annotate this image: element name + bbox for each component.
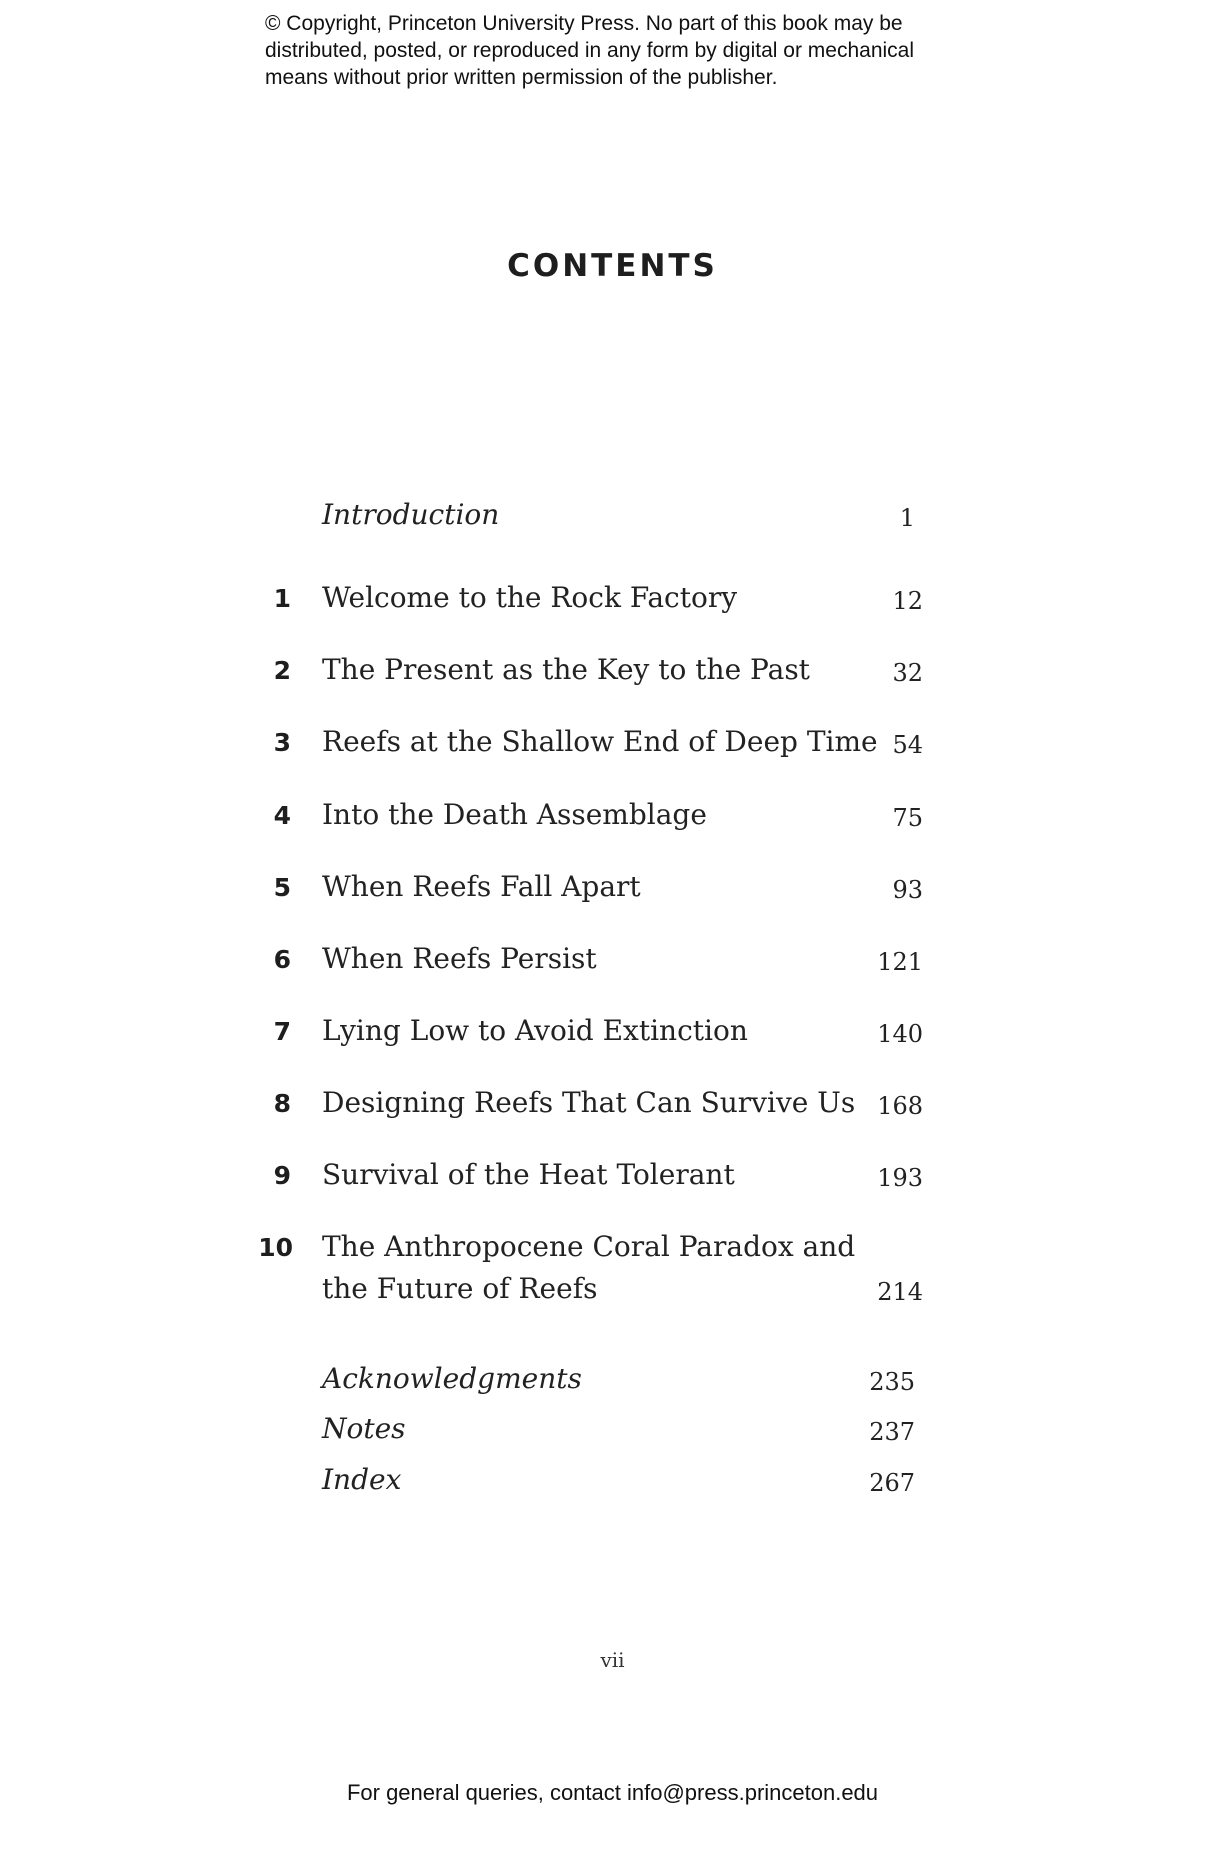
- toc-chapter-4[interactable]: [0, 794, 1225, 838]
- chapter-title: Designing Reefs That Can Survive Us: [322, 1086, 856, 1119]
- toc-chapter-1[interactable]: [0, 577, 1225, 621]
- chapter-number: 7: [273, 1017, 291, 1046]
- chapter-number: 6: [273, 945, 291, 974]
- toc-entry-introduction[interactable]: [0, 494, 1225, 538]
- chapter-page: 140: [877, 1020, 923, 1048]
- chapter-number: 9: [273, 1161, 291, 1190]
- chapter-title-line: The Anthropocene Coral Paradox and: [322, 1230, 856, 1263]
- copyright-notice: [265, 10, 985, 91]
- toc-entry-title: Notes: [322, 1412, 406, 1445]
- copyright-line: distributed, posted, or reproduced in any form by digital or mechanical: [265, 39, 915, 62]
- toc-entry-title: Index: [322, 1463, 402, 1496]
- toc-chapter-3[interactable]: [0, 721, 1225, 765]
- toc-entry-acknowledgments[interactable]: [0, 1358, 1225, 1402]
- chapter-number: 1: [273, 584, 291, 613]
- chapter-title: [322, 1226, 855, 1310]
- chapter-title: Welcome to the Rock Factory: [322, 581, 738, 614]
- chapter-title: When Reefs Fall Apart: [322, 870, 641, 903]
- chapter-number: 10: [258, 1233, 293, 1262]
- chapter-title: The Present as the Key to the Past: [322, 653, 810, 686]
- toc-entry-page: 235: [869, 1368, 915, 1396]
- chapter-title: Lying Low to Avoid Extinction: [322, 1014, 748, 1047]
- page-title: CONTENTS: [507, 248, 718, 284]
- toc-entry-index[interactable]: [0, 1459, 1225, 1503]
- toc-entry-title: Introduction: [322, 498, 500, 531]
- chapter-page: 32: [892, 659, 923, 687]
- toc-entry-page: 267: [869, 1469, 915, 1497]
- toc-chapter-9[interactable]: [0, 1154, 1225, 1198]
- toc-chapter-6[interactable]: [0, 938, 1225, 982]
- toc-entry-page: 237: [869, 1418, 915, 1446]
- chapter-number: 2: [273, 656, 291, 685]
- chapter-number: 5: [273, 873, 291, 902]
- toc-entry-page: 1: [899, 504, 915, 532]
- copyright-line: means without prior written permission of the publisher.: [265, 66, 778, 89]
- chapter-title: Into the Death Assemblage: [322, 798, 707, 831]
- toc-entry-notes[interactable]: [0, 1408, 1225, 1452]
- chapter-title-line: the Future of Reefs: [322, 1272, 598, 1305]
- chapter-page: 75: [892, 804, 923, 832]
- chapter-page: 168: [877, 1092, 923, 1120]
- toc-chapter-7[interactable]: [0, 1010, 1225, 1054]
- toc-chapter-5[interactable]: [0, 866, 1225, 910]
- copyright-line: © Copyright, Princeton University Press. No part of this book may be: [265, 12, 903, 35]
- toc-entry-title: Acknowledgments: [322, 1362, 582, 1395]
- chapter-page: 121: [877, 948, 923, 976]
- chapter-page: 214: [877, 1278, 923, 1306]
- chapter-title: Survival of the Heat Tolerant: [322, 1158, 735, 1191]
- chapter-number: 4: [273, 801, 291, 830]
- chapter-number: 8: [273, 1089, 291, 1118]
- toc-chapter-8[interactable]: [0, 1082, 1225, 1126]
- chapter-page: 193: [877, 1164, 923, 1192]
- chapter-page: 54: [892, 731, 923, 759]
- chapter-title: Reefs at the Shallow End of Deep Time: [322, 725, 878, 758]
- contact-footer: For general queries, contact info@press.princeton.edu: [346, 1780, 879, 1805]
- toc-chapter-2[interactable]: [0, 649, 1225, 693]
- page-number: vii: [600, 1648, 625, 1672]
- chapter-page: 12: [892, 587, 923, 615]
- toc-chapter-10[interactable]: [0, 1226, 1225, 1316]
- chapter-page: 93: [892, 876, 923, 904]
- chapter-number: 3: [273, 728, 291, 757]
- chapter-title: When Reefs Persist: [322, 942, 597, 975]
